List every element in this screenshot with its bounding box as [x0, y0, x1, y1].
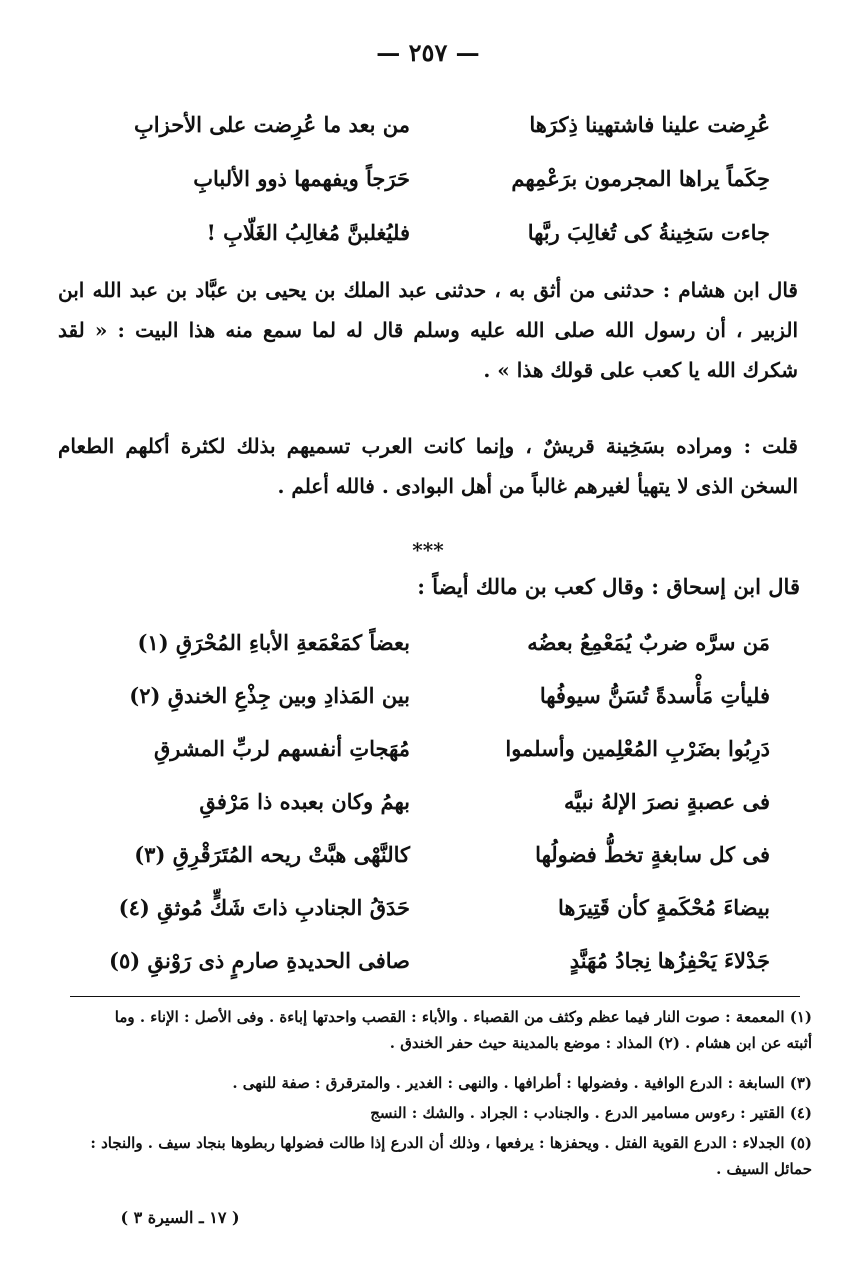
- prose-paragraph: قلت : ومراده بسَخِينة قريشٌ ، وإنما كانت العرب تسميهم بذلك لكثرة أكلهم الطعام السخن الذى لا يتهيأ لغيرهم غالباً من أهل البوادى . فالله أعلم .: [58, 434, 798, 498]
- verse-second-hemistich: صافى الحديدةِ صارمٍ ذى رَوْنقِ (٥): [109, 948, 410, 973]
- footnote: (٣) السابغة : الدرع الوافية . وفضولها : أطرافها . والنهى : الغدير . والمترقرق : صفة للنهى .: [232, 1074, 812, 1092]
- verse-first-hemistich: فى كل سابغةٍ تخطُّ فضولُها: [535, 842, 770, 867]
- verse-second-hemistich: حَرَجاً ويفهمها ذوو الألبابِ: [193, 166, 410, 191]
- verse-first-hemistich: جَدْلاءَ يَحْفِزُها نِجادُ مُهَنَّدٍ: [569, 948, 770, 973]
- verse-second-hemistich: بهمُ وكان بعبده ذا مَرْفقِ: [199, 789, 410, 814]
- verse-line: [110, 842, 770, 890]
- verse-second-hemistich: فليُغلبنَّ مُغالِبُ الغَلّابِ !: [206, 220, 410, 245]
- verse-line: [110, 789, 770, 837]
- verse-first-hemistich: فى عصبةٍ نصرَ الإلهُ نبيَّه: [563, 789, 770, 814]
- verse-second-hemistich: بعضاً كمَعْمَعةِ الأباءِ المُحْرَقِ (١): [137, 630, 410, 655]
- footnote-divider: [70, 996, 800, 997]
- footnote: (٤) القتير : رءوس مسامير الدرع . والجنادب : الجراد . والشك : النسج: [370, 1104, 812, 1122]
- verse-first-hemistich: جاءت سَخِينةُ كى تُغالِبَ ربَّها: [527, 220, 770, 245]
- page-number: — ٢٥٧ —: [376, 38, 480, 67]
- verse-first-hemistich: فليأتِ مَأْسدةً تُسَنُّ سيوفُها: [539, 683, 770, 708]
- verse-line: [110, 683, 770, 731]
- verse-first-hemistich: بيضاءَ مُحْكَمةٍ كأن قَتِيرَها: [558, 895, 770, 920]
- verse-line: [110, 112, 770, 160]
- verse-line: [110, 948, 770, 996]
- verse-second-hemistich: مُهَجاتِ أنفسهم لربِّ المشرقِ: [153, 736, 410, 761]
- verse-second-hemistich: حَدَقُ الجنادبِ ذاتَ شَكٍّ مُوثقِ (٤): [118, 895, 410, 920]
- verse-second-hemistich: من بعد ما عُرِضت على الأحزابِ: [134, 112, 410, 137]
- verse-line: [110, 220, 770, 268]
- section-intro: قال ابن إسحاق : وقال كعب بن مالك أيضاً :: [417, 574, 800, 599]
- prose-paragraph: قال ابن هشام : حدثنى من أثق به ، حدثنى عبد الملك بن يحيى بن عبَّاد بن عبد الله ابن الزبير ، أن رسول الله صلى الله عليه وسلم قال له لما سمع منه هذا البيت : « لقد شكرك الله يا كعب على قولك هذا » .: [58, 278, 798, 382]
- verse-line: [110, 736, 770, 784]
- printer-signature: ( ١٧ ـ السيرة ٣ ): [120, 1208, 240, 1227]
- section-separator: ***: [412, 538, 444, 562]
- verse-line: [110, 166, 770, 214]
- verse-first-hemistich: مَن سرَّه ضربٌ يُمَعْمِعُ بعضُه: [527, 630, 770, 655]
- verse-line: [110, 895, 770, 943]
- verse-line: [110, 630, 770, 678]
- verse-first-hemistich: دَرِبُوا بضَرْبِ المُعْلِمين وأسلموا: [505, 736, 770, 761]
- verse-second-hemistich: كالنَّهْى هبَّتْ ريحه المُتَرَقْرِقِ (٣): [134, 842, 410, 867]
- footnote: (١) المعمعة : صوت النار فيما عظم وكثف من القصباء . والأباء : القصب واحدتها إباءة . وفى الأصل : الإناء . وما أثبته عن ابن هشام . (٢) المذاد : موضع بالمدينة حيث حفر الخندق .: [114, 1008, 812, 1052]
- footnote: (٥) الجدلاء : الدرع القوية الفتل . ويحفزها : يرفعها ، وذلك أن الدرع إذا طالت فضولها ربطوها بنجاد سيف . والنجاد : حمائل السيف .: [90, 1134, 812, 1178]
- verse-first-hemistich: حِكَماً يراها المجرمون برَعْمِهم: [511, 166, 770, 191]
- verse-first-hemistich: عُرِضت علينا فاشتهينا ذِكرَها: [529, 112, 770, 137]
- verse-second-hemistich: بين المَذادِ وبين جِذْعِ الخندقِ (٢): [129, 683, 410, 708]
